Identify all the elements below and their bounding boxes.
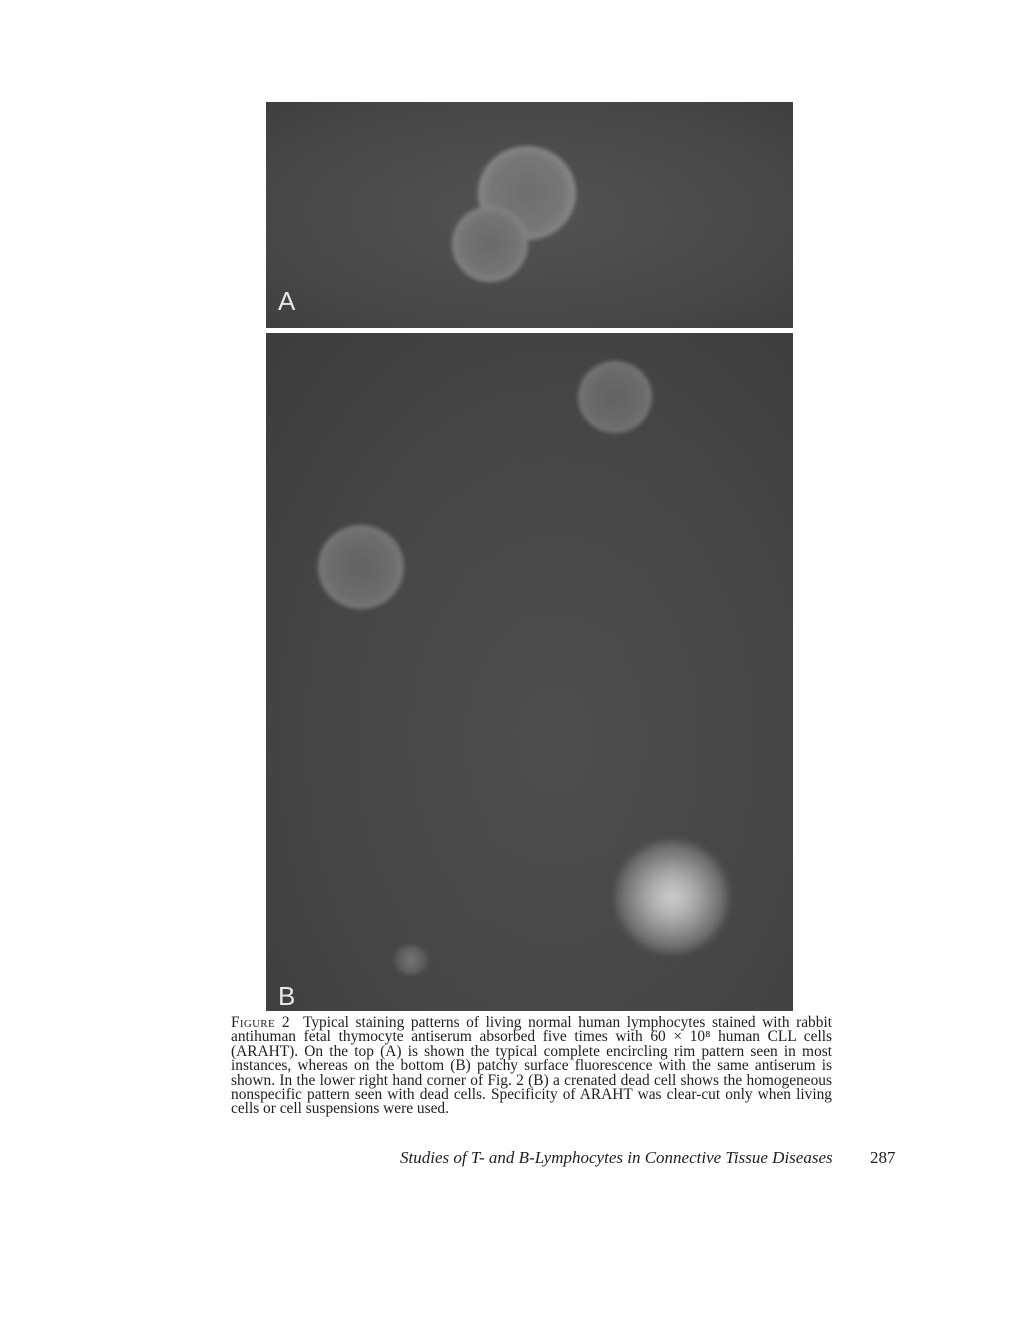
running-head: Studies of T- and B-Lymphocytes in Connective Tissue Diseases	[400, 1148, 833, 1167]
figure-caption	[231, 1016, 832, 1117]
lymphocyte-patchy-stain-left	[318, 525, 404, 609]
figure-caption-text: Typical staining patterns of living normal human lymphocytes stained with rabbit antihuman fetal thymocyte antiserum absorbed five times with 60 × 10⁸ human CLL cells (ARAHT). On the top (A) is shown the typical complete encircling rim pattern seen in most instances, whereas on the bottom (B) patchy surface fluorescence with the same antiserum is shown. In the lower right hand corner of Fig. 2 (B) a crenated dead cell shows the homogeneous nonspecific pattern seen with dead cells. Specificity of ARAHT was clear-cut only when living cells or cell suspensions were used.	[231, 1014, 832, 1118]
lymphocyte-rim-stain-lower	[452, 206, 528, 282]
lymphocyte-patchy-stain-upper	[578, 361, 652, 433]
figure-caption-label: Figure 2	[231, 1014, 290, 1031]
figure-2	[266, 102, 793, 1011]
page-number: 287	[870, 1148, 896, 1167]
crenated-dead-cell	[616, 841, 728, 953]
fluorescent-spot	[394, 945, 428, 975]
micrograph-panel-a	[266, 102, 793, 328]
panel-b-label: B	[278, 981, 296, 1011]
panel-a-label: A	[278, 286, 296, 316]
micrograph-panel-b	[266, 333, 793, 1011]
